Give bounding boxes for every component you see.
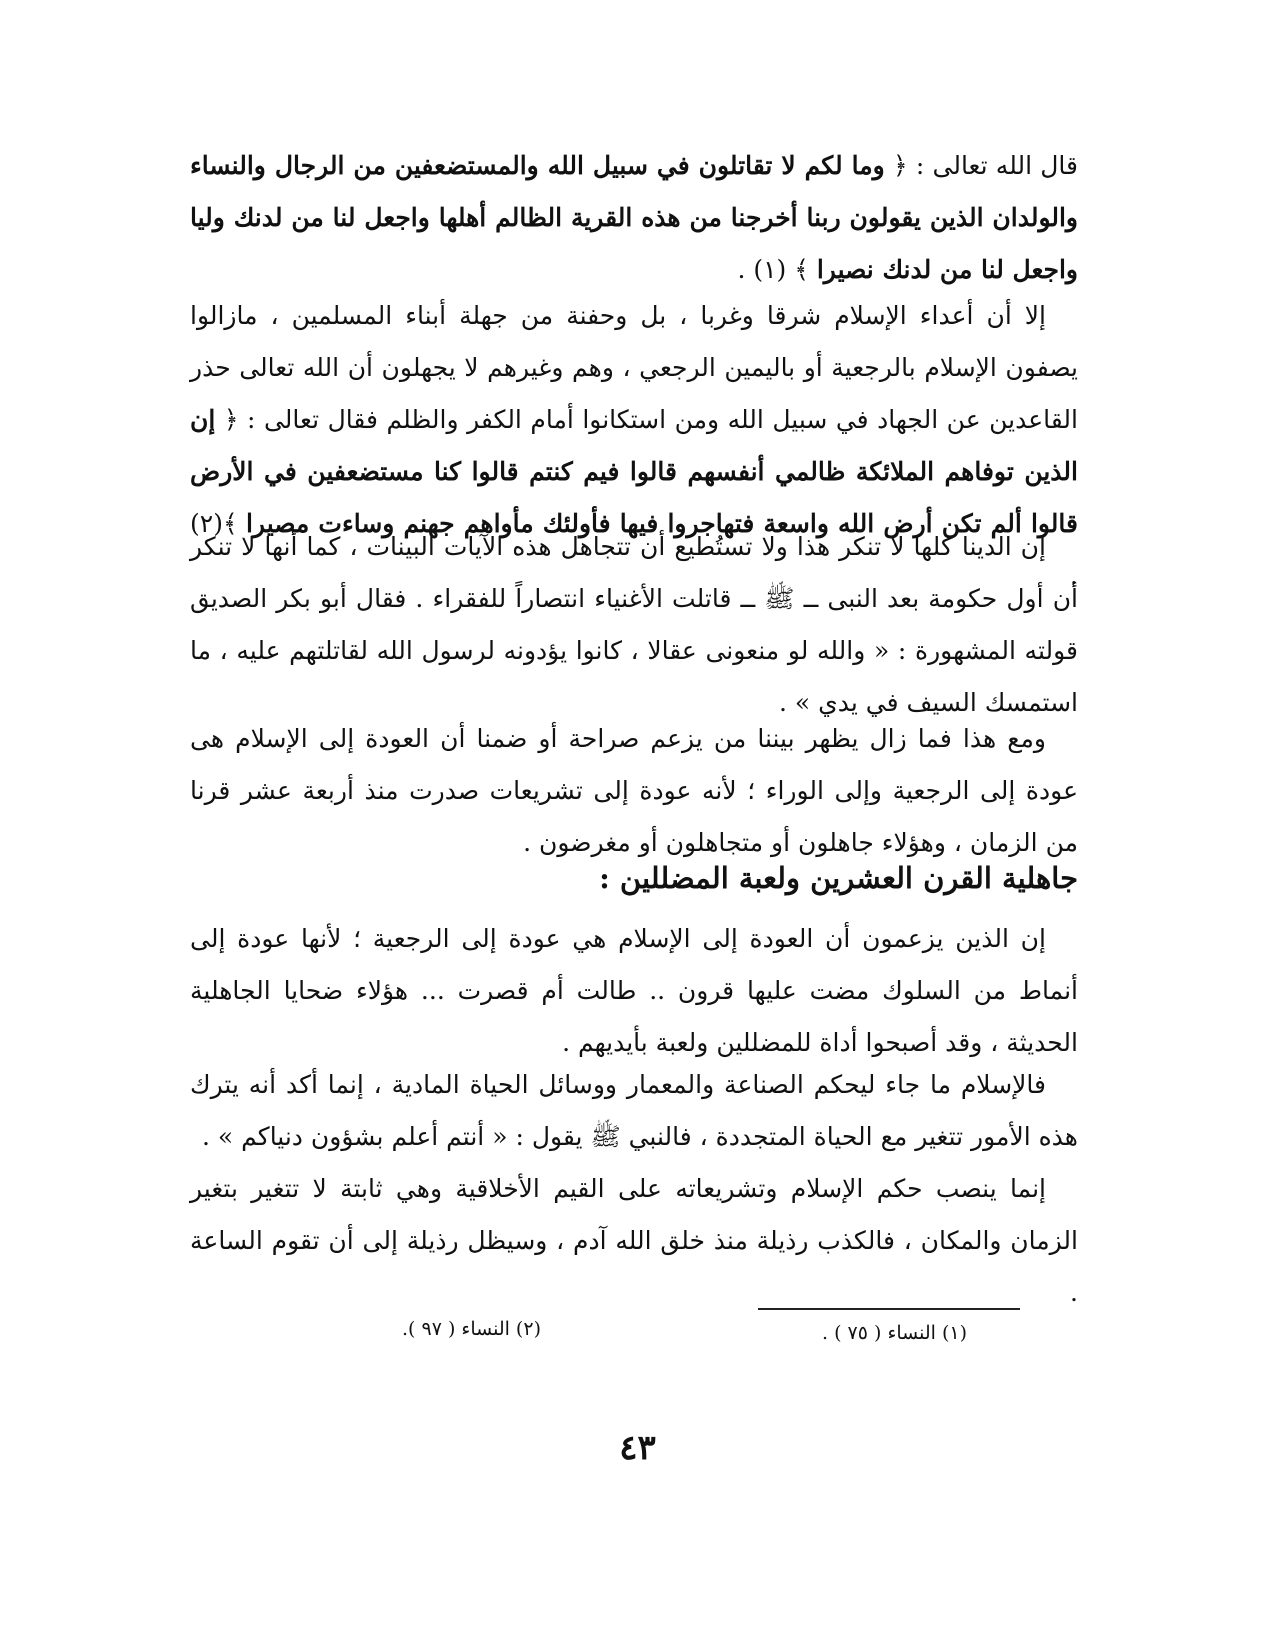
quran-verse: وما لكم لا تقاتلون في سبيل الله والمستضعفين من الرجال والنساء والولدان الذين يقولون ربنا أخرجنا من هذه القرية الظالم أهلها واجعل لنا من لدنك وليا واجعل لنا من لدنك نصيرا [190,151,1078,284]
paragraph-text: إنما ينصب حكم الإسلام وتشريعاته على القيم الأخلاقية وهي ثابتة لا تتغير بتغير الزمان والمكان ، فالكذب رذيلة منذ خلق الله آدم ، وسيظل رذيلة إلى أن تقوم الساعة . [190,1174,1078,1307]
footnote-separator [758,1308,1020,1310]
paragraph-text: إلا أن أعداء الإسلام شرقا وغربا ، بل وحفنة من جهلة أبناء المسلمين ، مازالوا يصفون الإسلام بالرجعية أو باليمين الرجعي ، وهم وغيرهم لا يجهلون أن الله تعالى حذر القاعدين عن الجهاد في سبيل الله ومن استكانوا أمام الكفر والظلم فقال تعالى : ﴿ [190,301,1078,434]
paragraph-4 [190,713,1078,869]
quran-verse: إن الذين توفاهم الملائكة ظالمي أنفسهم قالوا فيم كنتم قالوا كنا مستضعفين في الأرض قالوا ألم تكن أرض الله واسعة فتهاجروا فيها فأولئك مأواهم جهنم وساءت مصيرا [190,405,1078,538]
paragraph [190,1163,1078,1319]
footnote-1: (١) النساء ( ٧٥ ) . [822,1322,968,1344]
paragraph [190,713,1078,869]
paragraph [190,140,1078,296]
quote-paragraph-1 [190,140,1078,296]
page-number: ٤٣ [619,1428,656,1468]
verse-close: ﴾(٢) . [190,509,1078,590]
paragraph [190,521,1078,729]
paragraph-text: إن الذين يزعمون أن العودة إلى الإسلام هي عودة إلى الرجعية ؛ لأنها عودة إلى أنماط من السلوك مضت عليها قرون .. طالت أم قصرت ... هؤلاء ضحايا الجاهلية الحديثة ، وقد أصبحوا أداة للمضللين ولعبة بأيديهم . [190,924,1078,1057]
paragraph-7 [190,1163,1078,1319]
quote-intro: قال الله تعالى : ﴿ [884,151,1079,180]
paragraph-5 [190,913,1078,1069]
paragraph-text: إن الدينا كلها لا تنكر هذا ولا تستُطيع أن تتجاهل هذه الآيات البينات ، كما أنها لا تنكر أن أول حكومة بعد النبى ــ ﷺ ــ قاتلت الأغنياء انتصاراً للفقراء . فقال أبو بكر الصديق قولته المشهورة : « والله لو منعونى عقالا ، كانوا يؤدونه لرسول الله لقاتلتهم عليه ، ما استمسك السيف في يدي » . [190,532,1078,717]
paragraph [190,913,1078,1069]
section-heading: جاهلية القرن العشرين ولعبة المضللين : [599,861,1078,895]
paragraph-text: ومع هذا فما زال يظهر بيننا من يزعم صراحة أو ضمنا أن العودة إلى الإسلام هى عودة إلى الرجعية وإلى الوراء ؛ لأنه عودة إلى تشريعات صدرت منذ أربعة عشر قرنا من الزمان ، وهؤلاء جاهلون أو متجاهلون أو مغرضون . [190,724,1078,857]
verse-close: ﴾ (١) . [737,255,817,284]
paragraph-6 [190,1059,1078,1163]
paragraph-3 [190,521,1078,729]
section-heading-block [190,856,1078,900]
footnote-2: (٢) النساء ( ٩٧ ). [402,1318,541,1340]
paragraph-text: فالإسلام ما جاء ليحكم الصناعة والمعمار ووسائل الحياة المادية ، إنما أكد أنه يترك هذه الأمور تتغير مع الحياة المتجددة ، فالنبي ﷺ يقول : « أنتم أعلم بشؤون دنياكم » . [190,1070,1078,1151]
paragraph [190,1059,1078,1163]
